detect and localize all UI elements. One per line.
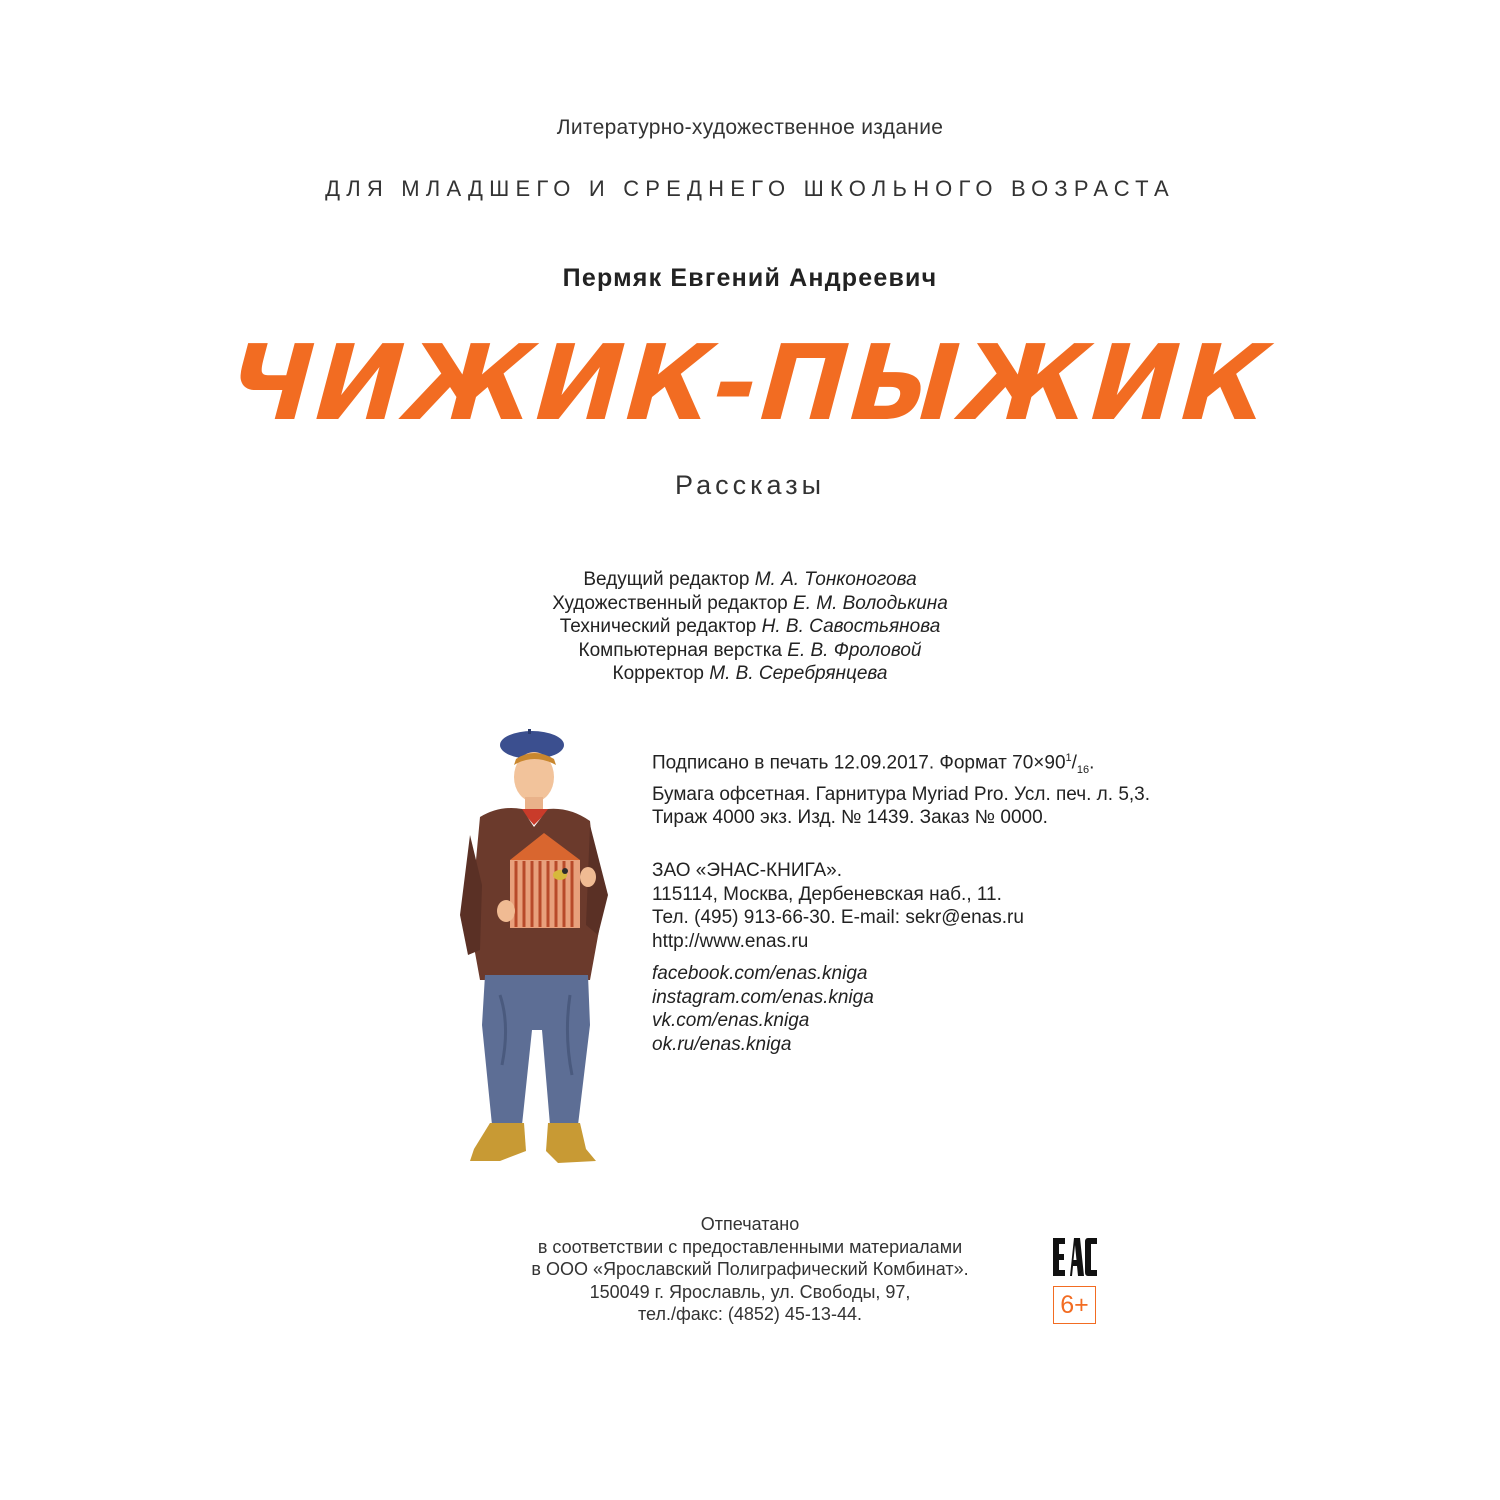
audience-line: ДЛЯ МЛАДШЕГО И СРЕДНЕГО ШКОЛЬНОГО ВОЗРАСТА xyxy=(325,176,1175,201)
credit-role: Художественный редактор xyxy=(552,592,788,614)
publisher-address: 115114, Москва, Дербеневская наб., 11. xyxy=(652,883,1002,905)
credit-person: М. А. Тонконогова xyxy=(754,569,917,590)
imprint-line-1 xyxy=(652,747,1150,783)
credit-line xyxy=(0,592,1500,616)
publisher-website: http://www.enas.ru xyxy=(652,930,809,952)
credits-block xyxy=(0,568,1500,686)
credit-line xyxy=(0,615,1500,639)
credit-role: Технический редактор xyxy=(559,616,757,637)
publisher-contacts: Тел. (495) 913-66-30. E-mail: sekr@enas.ru xyxy=(652,907,1024,928)
printer-line: в ООО «Ярославский Полиграфический Комбинат». xyxy=(531,1259,969,1279)
printer-line: в соответствии с предоставленными материалами xyxy=(537,1236,963,1257)
printer-line: 150049 г. Ярославль, ул. Свободы, 97, xyxy=(589,1281,911,1302)
genre-label: Рассказы xyxy=(674,470,826,500)
author-name: Пермяк Евгений Андреевич xyxy=(562,264,938,292)
printer-block xyxy=(500,1213,1000,1326)
format-fraction-denominator: 16 xyxy=(1076,764,1090,777)
credit-line xyxy=(0,568,1500,592)
social-links xyxy=(652,962,874,1056)
social-link-ok: ok.ru/enas.kniga xyxy=(652,1033,792,1055)
credit-line xyxy=(0,662,1500,686)
publisher-name: ЗАО «ЭНАС-КНИГА». xyxy=(652,860,843,881)
format-fraction-slash: / xyxy=(1071,752,1077,774)
format-fraction-numerator: 1 xyxy=(1065,752,1072,764)
social-link-facebook: facebook.com/enas.kniga xyxy=(652,963,868,984)
credit-person: М. В. Серебрянцева xyxy=(709,663,888,684)
imprint-line-3: Тираж 4000 экз. Изд. № 1439. Заказ № 0000. xyxy=(652,807,1048,829)
credit-role: Корректор xyxy=(612,663,704,684)
credit-person: Е. М. Володькина xyxy=(793,592,948,614)
age-rating-badge: 6+ xyxy=(1053,1286,1096,1324)
printer-line: тел./факс: (4852) 45-13-44. xyxy=(638,1304,862,1324)
credit-person: Е. В. Фроловой xyxy=(787,639,922,661)
publisher-block xyxy=(652,859,1024,953)
eac-certification-icon xyxy=(1052,1236,1098,1278)
social-link-vk: vk.com/enas.kniga xyxy=(652,1010,810,1031)
imprint-signed-format: Подписано в печать 12.09.2017. Формат 70×90 xyxy=(652,752,1066,774)
credit-role: Компьютерная верстка xyxy=(578,639,782,661)
imprint-line-1-end: . xyxy=(1089,752,1095,774)
imprint-block xyxy=(652,747,1150,830)
credit-role: Ведущий редактор xyxy=(583,569,750,590)
edition-type: Литературно-художественное издание xyxy=(556,116,944,139)
imprint-line-2: Бумага офсетная. Гарнитура Myriad Pro. Усл. печ. л. 5,3. xyxy=(652,783,1151,805)
credit-line xyxy=(0,639,1500,663)
boy-with-birdcage-illustration xyxy=(440,725,640,1175)
printer-line: Отпечатано xyxy=(700,1214,800,1234)
social-link-instagram: instagram.com/enas.kniga xyxy=(652,986,874,1008)
book-title: ЧИЖИК-ПЫЖИК xyxy=(225,322,1275,444)
credit-person: Н. В. Савостьянова xyxy=(761,616,941,637)
